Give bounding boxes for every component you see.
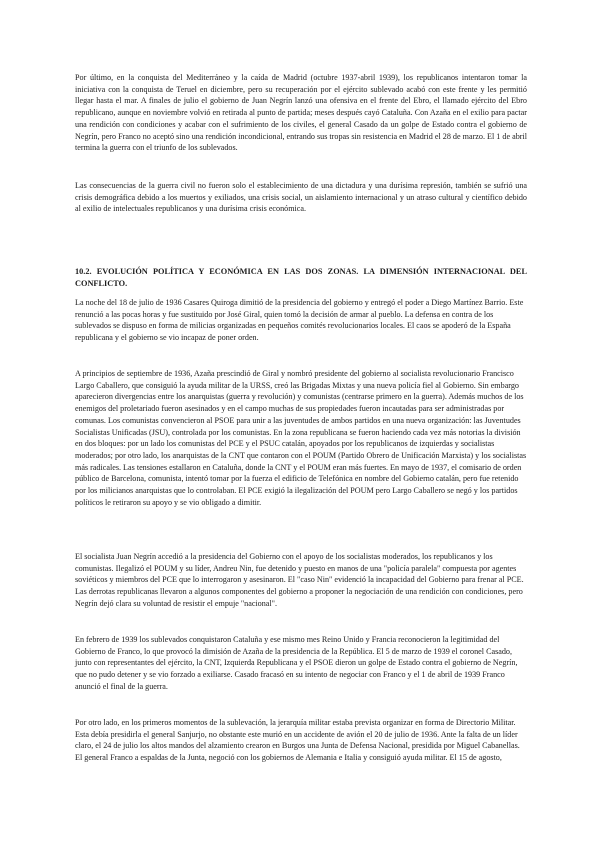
paragraph-negrin: El socialista Juan Negrín accedió a la presidencia del Gobierno con el apoyo de los socialistas moderados, los republicanos y los comunistas. Ilegalizó el POUM y su líder, Andreu Nin, fue detenido y puesto en manos de una "policía paralela" compuesta por agentes soviéticos y miembros del PCE que lo interrogaron y asesinaron. El "caso Nin" evidenció la incapacidad del Gobierno para frenar al PCE. Las derrotas republicanas llevaron a algunos componentes del gobierno a proponer la negociación de una rendición con condiciones, pero Negrín dejó clara su voluntad de resistir el empuje "nacional".	[75, 552, 524, 608]
paragraph-largo-caballero: A principios de septiembre de 1936, Azaña prescindió de Giral y nombró presidente del gobierno al socialista revolucionario Francisco Largo Caballero, que consiguió la ayuda militar de la URSS, creó las Brigadas Mixtas y una nueva policía fiel al Gobierno. Sin embargo aparecieron divergencias entre los anarquistas (guerra y revolución) y comunistas (centrarse primero en la guerra). Además muchos de los enemigos del proletariado fueron asesinados y en el campo muchas de sus propiedades fueron incautadas para ser administradas por comunas. Los comunistas convencieron al PSOE para unir a las juventudes de ambos partidos en una nueva organización: las Juventudes Socialistas Unificadas (JSU), controlada por los comunistas. En la zona republicana se fueron haciendo cada vez más notorias la división en dos bloques: por un lado los comunistas del PCE y el PSUC catalán, apoyados por los republicanos de izquierdas y socialistas moderados; por otro lado, los anarquistas de la CNT que contaron con el POUM (Partido Obrero de Unificación Marxista) y los socialistas más radicales. Las tensiones estallaron en Cataluña, donde la CNT y el POUM eran más fuertes. En mayo de 1937, el comisario de orden público de Barcelona, comunista, intentó tomar por la fuerza el edificio de Telefónica en nombre del Gobierno catalán, pero fue retenido por los milicianos anarquistas que lo controlaban. El PCE exigió la ilegalización del POUM pero Largo Caballero se negó y los partidos políticos le retiraron su apoyo y se vio obligado a dimitir.	[75, 369, 527, 507]
section-heading: 10.2. EVOLUCIÓN POLÍTICA Y ECONÓMICA EN LAS DOS ZONAS. LA DIMENSIÓN INTERNACIONAL DEL CONFLICTO.	[75, 267, 527, 288]
paragraph-consequences: Las consecuencias de la guerra civil no fueron solo el establecimiento de una dictadura y una durísima represión, también se sufrió una crisis demográfica debido a los muertos y exiliados, una crisis social, un aislamiento internacional y un atraso cultural y científico debido al exilio de intelectuales republicanos y una durísima crisis económica.	[75, 181, 527, 214]
paragraph-july-1936: La noche del 18 de julio de 1936 Casares Quiroga dimitió de la presidencia del gobierno y entregó el poder a Diego Martínez Barrio. Este renunció a las pocas horas y fue sustituido por José Giral, quien tomó la decisión de armar al pueblo. La defensa en contra de los sublevados se dispuso en forma de milicias organizadas en pequeños comités revolucionarios locales. El caos se apoderó de la España republicana y el gobierno se vio incapaz de poner orden.	[75, 298, 524, 343]
paragraph-nationalist-zone: Por otro lado, en los primeros momentos de la sublevación, la jerarquía militar estaba prevista organizar en forma de Directorio Militar. Esta debía presidirla el general Sanjurjo, no obstante este murió en un accidente de avión el 20 de julio de 1936. Ante la falta de un líder claro, el 24 de julio los altos mandos del alzamiento crearon en Burgos una Junta de Defensa Nacional, presidida por Miguel Cabanellas. El general Franco a espaldas de la Junta, negoció con los gobiernos de Alemania e Italia y consiguió ayuda militar. El 15 de agosto,	[75, 718, 520, 763]
paragraph-war-end: Por último, en la conquista del Mediterráneo y la caída de Madrid (octubre 1937-abril 1939), los republicanos intentaron tomar la iniciativa con la conquista de Teruel en diciembre, pero su recuperación por el ejército sublevado acabó con este frente y les permitió llegar hasta el mar. A finales de julio el gobierno de Juan Negrín lanzó una ofensiva en el frente del Ebro, el llamado ejército del Ebro republicano, aunque en noviembre volvió en retirada al punto de partida; meses después cayó Cataluña. Con Azaña en el exilio para pactar una rendición con condiciones y acabar con el sufrimiento de los civiles, el general Casado da un golpe de Estado contra el gobierno de Negrín, pero Franco no aceptó sino una rendición incondicional, entrando sus tropas sin resistencia en Madrid el 28 de marzo. El 1 de abril termina la guerra con el triunfo de los sublevados.	[75, 73, 527, 153]
paragraph-february-1939: En febrero de 1939 los sublevados conquistaron Cataluña y ese mismo mes Reino Unido y Francia reconocieron la legitimidad del Gobierno de Franco, lo que provocó la dimisión de Azaña de la presidencia de la República. El 5 de marzo de 1939 el coronel Casado, junto con representantes del ejército, la CNT, Izquierda Republicana y el PSOE dieron un golpe de Estado contra el gobierno de Negrín, que no pudo detener y se vio forzado a exiliarse. Casado fracasó en su intento de negociar con Franco y el 1 de abril de 1939 Franco anunció el final de la guerra.	[75, 635, 518, 691]
